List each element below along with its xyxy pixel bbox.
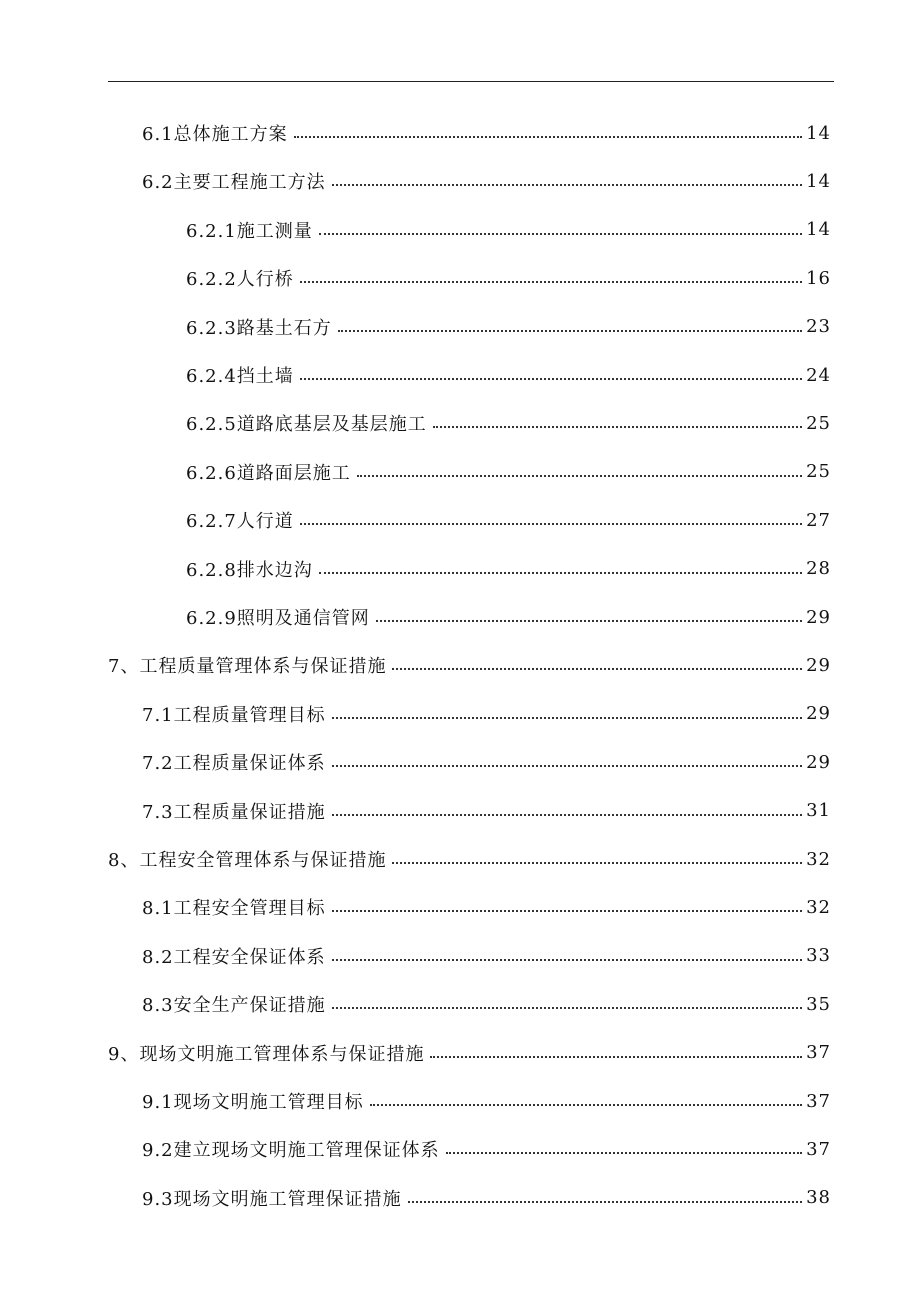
toc-entry-label: 6.1总体施工方案 <box>142 124 288 145</box>
toc-entry[interactable] <box>186 401 831 445</box>
toc-dot-leader <box>408 1201 802 1203</box>
toc-entry-page-number: 23 <box>806 316 831 338</box>
toc-entry-label: 6.2.9照明及通信管网 <box>186 608 370 629</box>
toc-dot-leader <box>300 378 802 380</box>
toc-dot-leader <box>392 668 802 670</box>
toc-entry[interactable] <box>186 353 831 397</box>
toc-dot-leader <box>338 330 802 332</box>
toc-entry-page-number: 31 <box>806 800 831 822</box>
toc-entry[interactable] <box>186 305 831 349</box>
toc-dot-leader <box>392 862 802 864</box>
toc-entry-label: 6.2.7人行道 <box>186 511 294 533</box>
toc-entry-page-number: 29 <box>806 703 831 725</box>
toc-dot-leader <box>357 475 802 477</box>
toc-entry-label: 6.2.1施工测量 <box>186 220 313 242</box>
toc-entry-label: 8.1工程安全管理目标 <box>142 898 326 920</box>
toc-entry-page-number: 37 <box>806 1138 831 1160</box>
toc-dot-leader <box>294 136 802 138</box>
toc-entry-label: 7.1工程质量管理目标 <box>142 704 326 726</box>
toc-entry-label: 6.2.3路基土石方 <box>186 317 332 339</box>
toc-entry-label: 6.2.2人行桥 <box>186 269 294 291</box>
toc-entry[interactable] <box>142 1176 831 1220</box>
toc-entry-label: 9.3现场文明施工管理保证措施 <box>142 1188 402 1210</box>
toc-entry-page-number: 29 <box>806 654 831 676</box>
toc-entry-page-number: 37 <box>806 1042 831 1064</box>
toc-entry-label: 9.1现场文明施工管理目标 <box>142 1092 364 1113</box>
toc-dot-leader <box>300 281 802 283</box>
toc-entry-page-number: 32 <box>806 848 831 870</box>
toc-entry-label: 7.2工程质量保证体系 <box>142 753 326 775</box>
toc-entry-page-number: 32 <box>806 896 831 918</box>
toc-dot-leader <box>332 1007 802 1009</box>
toc-entry[interactable] <box>108 837 831 881</box>
toc-entry-page-number: 38 <box>806 1187 831 1209</box>
toc-dot-leader <box>332 765 802 767</box>
toc-entry[interactable] <box>186 450 831 494</box>
toc-dot-leader <box>430 1056 802 1058</box>
toc-entry[interactable] <box>186 498 831 542</box>
toc-entry[interactable] <box>186 547 831 591</box>
toc-entry[interactable] <box>108 1031 831 1075</box>
header-rule <box>108 81 834 82</box>
toc-entry-label: 6.2.5道路底基层及基层施工 <box>186 414 427 436</box>
toc-entry-page-number: 35 <box>806 993 831 1015</box>
toc-entry-page-number: 27 <box>806 509 831 531</box>
toc-dot-leader <box>332 814 802 816</box>
toc-entry-page-number: 14 <box>806 122 831 144</box>
toc-entry-label: 7.3工程质量保证措施 <box>142 801 326 823</box>
toc-entry-label: 7、工程质量管理体系与保证措施 <box>108 656 387 678</box>
toc-entry[interactable] <box>142 789 831 833</box>
toc-dot-leader <box>319 572 802 574</box>
toc-dot-leader <box>446 1152 802 1154</box>
toc-dot-leader <box>370 1104 802 1106</box>
toc-entry-label: 6.2主要工程施工方法 <box>142 172 326 194</box>
toc-entry-page-number: 14 <box>806 170 831 192</box>
toc-entry[interactable] <box>142 692 831 736</box>
toc-entry[interactable] <box>142 885 831 929</box>
toc-entry-label: 8、工程安全管理体系与保证措施 <box>108 850 387 871</box>
toc-dot-leader <box>376 620 802 622</box>
toc-entry[interactable] <box>186 208 831 252</box>
toc-entry-label: 8.2工程安全保证体系 <box>142 946 326 968</box>
toc-entry[interactable] <box>108 643 831 687</box>
toc-entry[interactable] <box>142 159 831 203</box>
toc-entry-page-number: 25 <box>806 461 831 483</box>
toc-entry[interactable] <box>186 256 831 300</box>
toc-entry-page-number: 24 <box>806 364 831 386</box>
toc-entry[interactable] <box>142 740 831 784</box>
toc-dot-leader <box>433 426 802 428</box>
toc-entry-page-number: 29 <box>806 606 831 628</box>
toc-dot-leader <box>332 959 802 961</box>
toc-entry[interactable] <box>186 595 831 639</box>
toc-entry-page-number: 25 <box>806 412 831 434</box>
toc-dot-leader <box>332 910 802 912</box>
toc-entry[interactable] <box>142 1079 831 1123</box>
toc-entry-label: 6.2.8排水边沟 <box>186 559 313 581</box>
toc-dot-leader <box>300 523 802 525</box>
toc-entry-page-number: 37 <box>806 1090 831 1112</box>
toc-entry-page-number: 33 <box>806 945 831 967</box>
toc-entry-label: 8.3安全生产保证措施 <box>142 995 326 1017</box>
toc-entry-label: 6.2.4挡土墙 <box>186 366 294 387</box>
toc-entry[interactable] <box>142 982 831 1026</box>
toc-entry-label: 9.2建立现场文明施工管理保证体系 <box>142 1140 440 1162</box>
toc-entry-page-number: 29 <box>806 751 831 773</box>
toc-dot-leader <box>319 233 802 235</box>
toc-entry-page-number: 14 <box>806 219 831 241</box>
toc-entry[interactable] <box>142 111 831 155</box>
toc-entry-label: 6.2.6道路面层施工 <box>186 462 351 484</box>
toc-entry-page-number: 28 <box>806 558 831 580</box>
toc-dot-leader <box>332 184 802 186</box>
toc-entry[interactable] <box>142 1127 831 1171</box>
toc-dot-leader <box>332 717 802 719</box>
toc-entry[interactable] <box>142 934 831 978</box>
toc-entry-page-number: 16 <box>806 267 831 289</box>
toc-entry-label: 9、现场文明施工管理体系与保证措施 <box>108 1043 425 1065</box>
